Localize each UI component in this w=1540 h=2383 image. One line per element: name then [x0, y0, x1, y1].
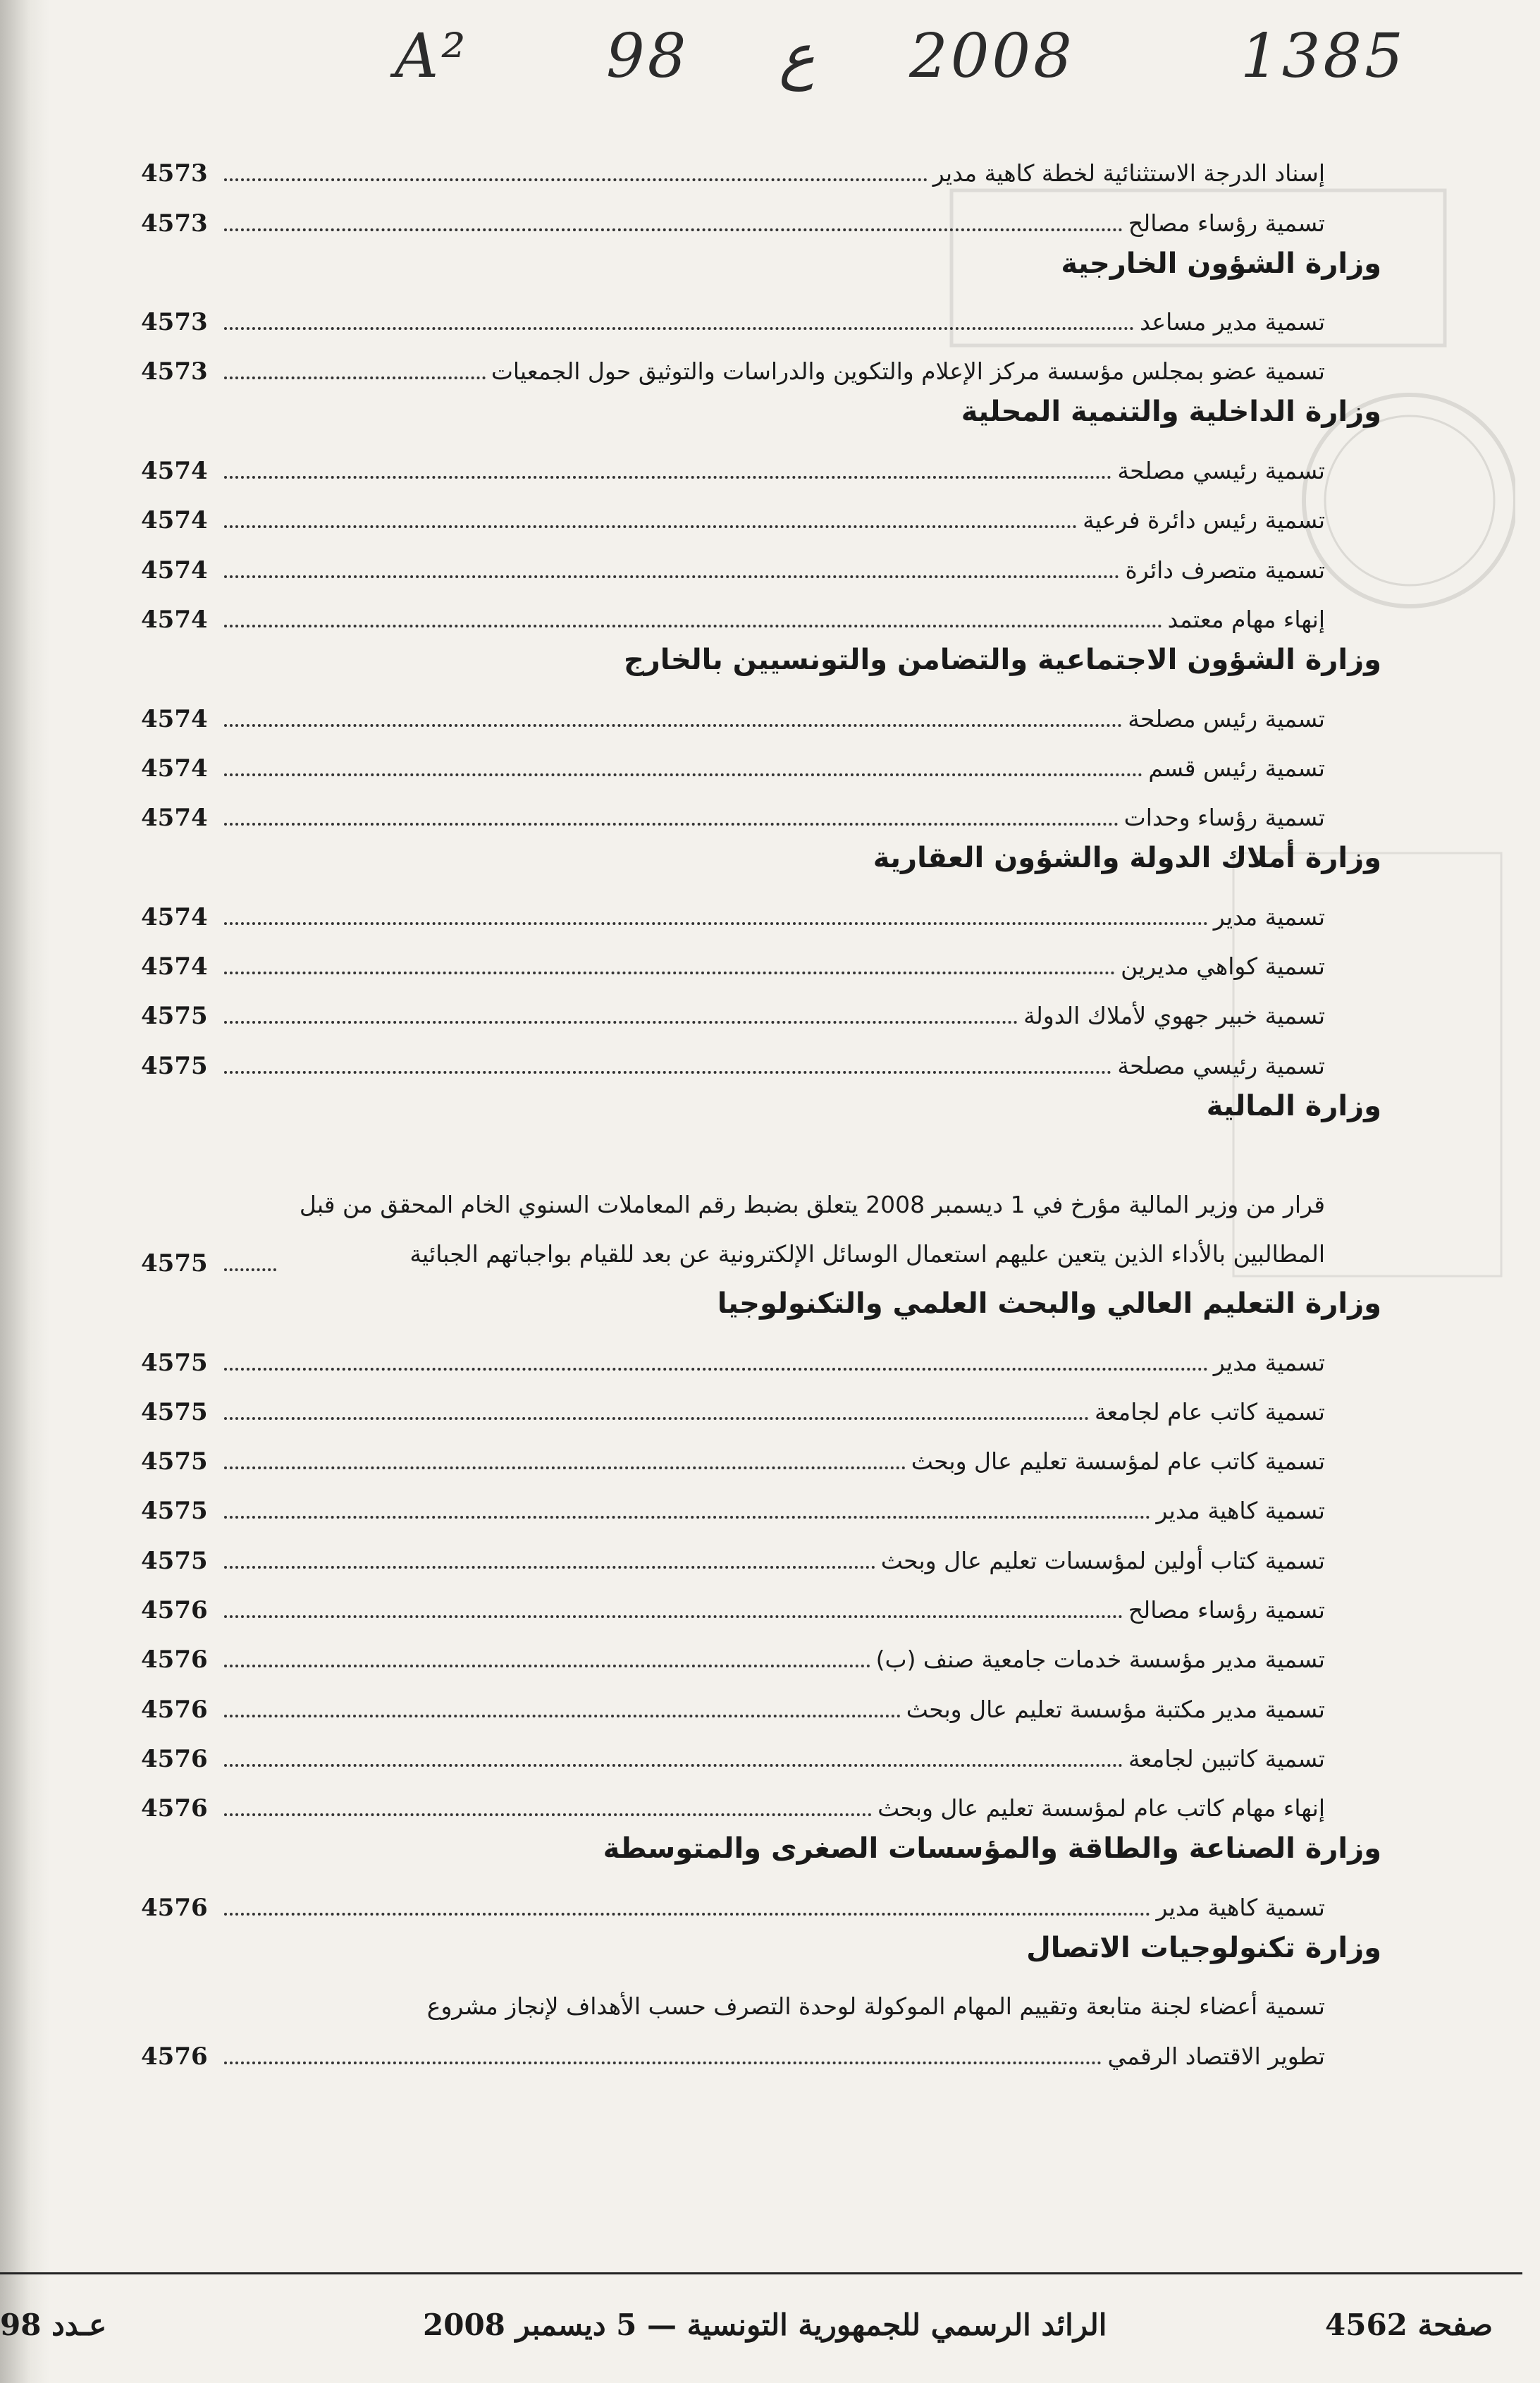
dot-leader [224, 823, 1119, 826]
toc-entry [141, 784, 1325, 833]
dot-leader [224, 1715, 901, 1717]
toc-entry [141, 536, 1325, 585]
dot-leader [224, 575, 1119, 578]
dot-leader [224, 1566, 875, 1569]
toc-page-number: 4574 [141, 902, 208, 931]
toc-page-number: 4574 [141, 457, 208, 486]
dot-leader [224, 327, 1134, 330]
toc-entry [141, 140, 1325, 189]
toc-entry-title: تسمية رؤساء مصالح [1128, 209, 1325, 237]
dot-leader [224, 1665, 870, 1667]
toc-entry-title: تسمية عضو بمجلس مؤسسة مركز الإعلام والتكوين والدراسات والتوثيق حول الجمعيات [491, 357, 1325, 386]
toc-entry [141, 982, 1325, 1031]
toc-page-number: 4574 [141, 556, 208, 584]
toc-entry-title: تسمية متصرف دائرة [1125, 556, 1325, 584]
toc-entry [141, 735, 1325, 784]
toc-entry-title: تسمية كاتب عام لجامعة [1094, 1397, 1325, 1426]
dot-leader [224, 525, 1077, 528]
toc-entry-title: تسمية رؤساء مصالح [1128, 1596, 1325, 1624]
toc-entry [141, 288, 1325, 338]
dot-leader [224, 1516, 1150, 1519]
toc-entry [141, 1031, 1325, 1081]
toc-entry [141, 1428, 1325, 1477]
toc-entry-title: تسمية رئيسي مصلحة [1117, 457, 1325, 485]
ministry-heading: وزارة المالية [1206, 1089, 1381, 1122]
toc-entry-title: تسمية كاهية مدير [1156, 1893, 1325, 1921]
dot-leader [224, 972, 1115, 974]
toc-entry [141, 1973, 1325, 2022]
toc-entry [141, 189, 1325, 238]
toc-page-number: 4574 [141, 754, 208, 783]
dot-leader [224, 1368, 1208, 1371]
toc-page-number: 4576 [141, 1695, 208, 1724]
toc-page-number: 4575 [141, 1397, 208, 1426]
dot-leader [224, 1021, 1018, 1024]
toc-entry [141, 1131, 1325, 1279]
toc-entry [141, 486, 1325, 536]
toc-entry-title: تسمية رئيس مصلحة [1128, 704, 1325, 733]
toc-entry-title: إنهاء مهام معتمد [1167, 605, 1325, 633]
dot-leader [224, 1466, 906, 1469]
toc-entry-title: تسمية أعضاء لجنة متابعة وتقييم المهام الموكولة لوحدة التصرف حسب الأهداف لإنجاز مشروع [426, 1992, 1325, 2021]
dot-leader [224, 2062, 1102, 2064]
toc-entry-title: تسمية كاتب عام لمؤسسة تعليم عال وبحث [911, 1447, 1325, 1476]
toc-page-number: 4574 [141, 704, 208, 733]
dot-leader [224, 1813, 872, 1816]
handwritten-mark: 2008 [909, 21, 1075, 92]
handwritten-annotation [0, 7, 1540, 113]
dot-leader [224, 724, 1122, 727]
toc-entry-title: تسمية مدير [1213, 902, 1325, 931]
toc-entry [141, 1576, 1325, 1626]
toc-entry-title: تسمية كاهية مدير [1156, 1497, 1325, 1525]
toc-entry-title: تسمية مدير مكتبة مؤسسة تعليم عال وبحث [906, 1695, 1325, 1723]
toc-entry [141, 1874, 1325, 1923]
ministry-heading: وزارة التعليم العالي والبحث العلمي والتكنولوجيا [717, 1287, 1381, 1320]
toc-page-number: 4573 [141, 159, 208, 188]
toc-entry [141, 1526, 1325, 1576]
toc-page-number: 4576 [141, 1646, 208, 1674]
toc-entry [141, 586, 1325, 635]
toc-entry-title: إنهاء مهام كاتب عام لمؤسسة تعليم عال وبحث [877, 1794, 1325, 1823]
toc-entry-title: تسمية مدير [1213, 1348, 1325, 1376]
dot-leader [224, 922, 1208, 925]
toc-page-number: 4575 [141, 1447, 208, 1476]
dot-leader [224, 1913, 1150, 1916]
toc-page-number: 4574 [141, 605, 208, 634]
ministry-heading: وزارة الشؤون الخارجية [1061, 247, 1381, 280]
dot-leader [224, 376, 486, 379]
toc-entry-title: تسمية كواهي مديرين [1121, 952, 1325, 981]
dot-leader [224, 1615, 1123, 1618]
toc-entry [141, 1626, 1325, 1675]
toc-entry-title: تسمية مدير مؤسسة خدمات جامعية صنف (ب) [875, 1646, 1325, 1674]
toc-page-number: 4574 [141, 804, 208, 833]
toc-entry [141, 1477, 1325, 1526]
footer-page-number: صفحة 4562 [1325, 2308, 1493, 2342]
toc-entry [141, 437, 1325, 486]
toc-entry [141, 1725, 1325, 1775]
toc-page-number: 4575 [141, 1002, 208, 1031]
toc-page-number: 4575 [141, 1249, 208, 1278]
toc-entry [141, 685, 1325, 734]
toc-entry [141, 1378, 1325, 1428]
ministry-heading: وزارة الصناعة والطاقة والمؤسسات الصغرى والمتوسطة [603, 1832, 1381, 1866]
toc-entry [141, 883, 1325, 932]
toc-page-number: 4576 [141, 1744, 208, 1773]
toc-entry-title: تسمية مدير مساعد [1140, 308, 1325, 336]
table-of-contents [141, 140, 1381, 2072]
footer-publication: الرائد الرسمي للجمهورية التونسية — 5 ديسمبر 2008 [423, 2308, 1107, 2342]
toc-entry [141, 2022, 1325, 2071]
toc-page-number: 4574 [141, 952, 208, 981]
dot-leader [224, 1764, 1123, 1767]
ministry-heading: وزارة تكنولوجيات الاتصال [1026, 1931, 1381, 1964]
toc-entry-title: تسمية رؤساء وحدات [1123, 804, 1325, 832]
footer-rule [0, 2272, 1522, 2274]
toc-entry-title: تسمية كاتبين لجامعة [1128, 1744, 1325, 1772]
toc-page-number: 4574 [141, 506, 208, 535]
toc-page-number: 4573 [141, 209, 208, 238]
toc-page-number: 4576 [141, 2042, 208, 2071]
dot-leader [224, 1417, 1089, 1420]
footer-issue-number: عـدد 98 [0, 2308, 107, 2342]
dot-leader [224, 1268, 276, 1271]
ministry-heading: وزارة الشؤون الاجتماعية والتضامن والتونسيين بالخارج [623, 643, 1381, 676]
page-edge-shadow [0, 0, 49, 2383]
dot-leader [224, 178, 928, 181]
toc-page-number: 4576 [141, 1893, 208, 1922]
toc-entry-title: تسمية خبير جهوي لأملاك الدولة [1023, 1002, 1325, 1030]
dot-leader [224, 773, 1142, 776]
toc-page-number: 4575 [141, 1497, 208, 1526]
dot-leader [224, 625, 1162, 627]
page-footer [0, 2272, 1540, 2357]
toc-entry [141, 1775, 1325, 1824]
ministry-heading: وزارة أملاك الدولة والشؤون العقارية [873, 842, 1381, 875]
dot-leader [224, 1071, 1111, 1074]
toc-page-number: 4575 [141, 1546, 208, 1575]
toc-entry-title: تسمية كتاب أولين لمؤسسات تعليم عال وبحث [880, 1546, 1325, 1574]
toc-entry-title: قرار من وزير المالية مؤرخ في 1 ديسمبر 2008 يتعلق بضبط رقم المعاملات السنوي الخام المحقق من قبل المطالبين بالأداء الذين يتعين عليهم استعمال الوسائل الإلكترونية عن بعد للقيام بواجباتهم الجبائية [299, 1190, 1325, 1268]
toc-page-number: 4573 [141, 308, 208, 337]
toc-page-number: 4576 [141, 1596, 208, 1625]
toc-entry-title: تطوير الاقتصاد الرقمي [1107, 2042, 1325, 2070]
toc-page-number: 4575 [141, 1051, 208, 1080]
ministry-heading: وزارة الداخلية والتنمية المحلية [961, 396, 1381, 429]
toc-page-number: 4576 [141, 1794, 208, 1823]
handwritten-mark: 98 [606, 21, 689, 92]
toc-entry [141, 338, 1325, 387]
toc-entry [141, 1328, 1325, 1378]
toc-page-number: 4573 [141, 357, 208, 386]
toc-entry-title: تسمية رئيسي مصلحة [1117, 1051, 1325, 1079]
toc-page-number: 4575 [141, 1348, 208, 1377]
toc-entry-title: إسناد الدرجة الاستثنائية لخطة كاهية مدير [932, 159, 1325, 188]
dot-leader [224, 228, 1123, 231]
handwritten-mark: A² [395, 21, 469, 92]
toc-entry [141, 1675, 1325, 1725]
dot-leader [224, 476, 1111, 479]
toc-entry-title: تسمية رئيس قسم [1148, 754, 1325, 782]
toc-entry-title: تسمية رئيس دائرة فرعية [1083, 506, 1325, 534]
toc-entry [141, 933, 1325, 982]
handwritten-mark: 1385 [1240, 21, 1406, 92]
handwritten-mark: ع [779, 21, 815, 92]
